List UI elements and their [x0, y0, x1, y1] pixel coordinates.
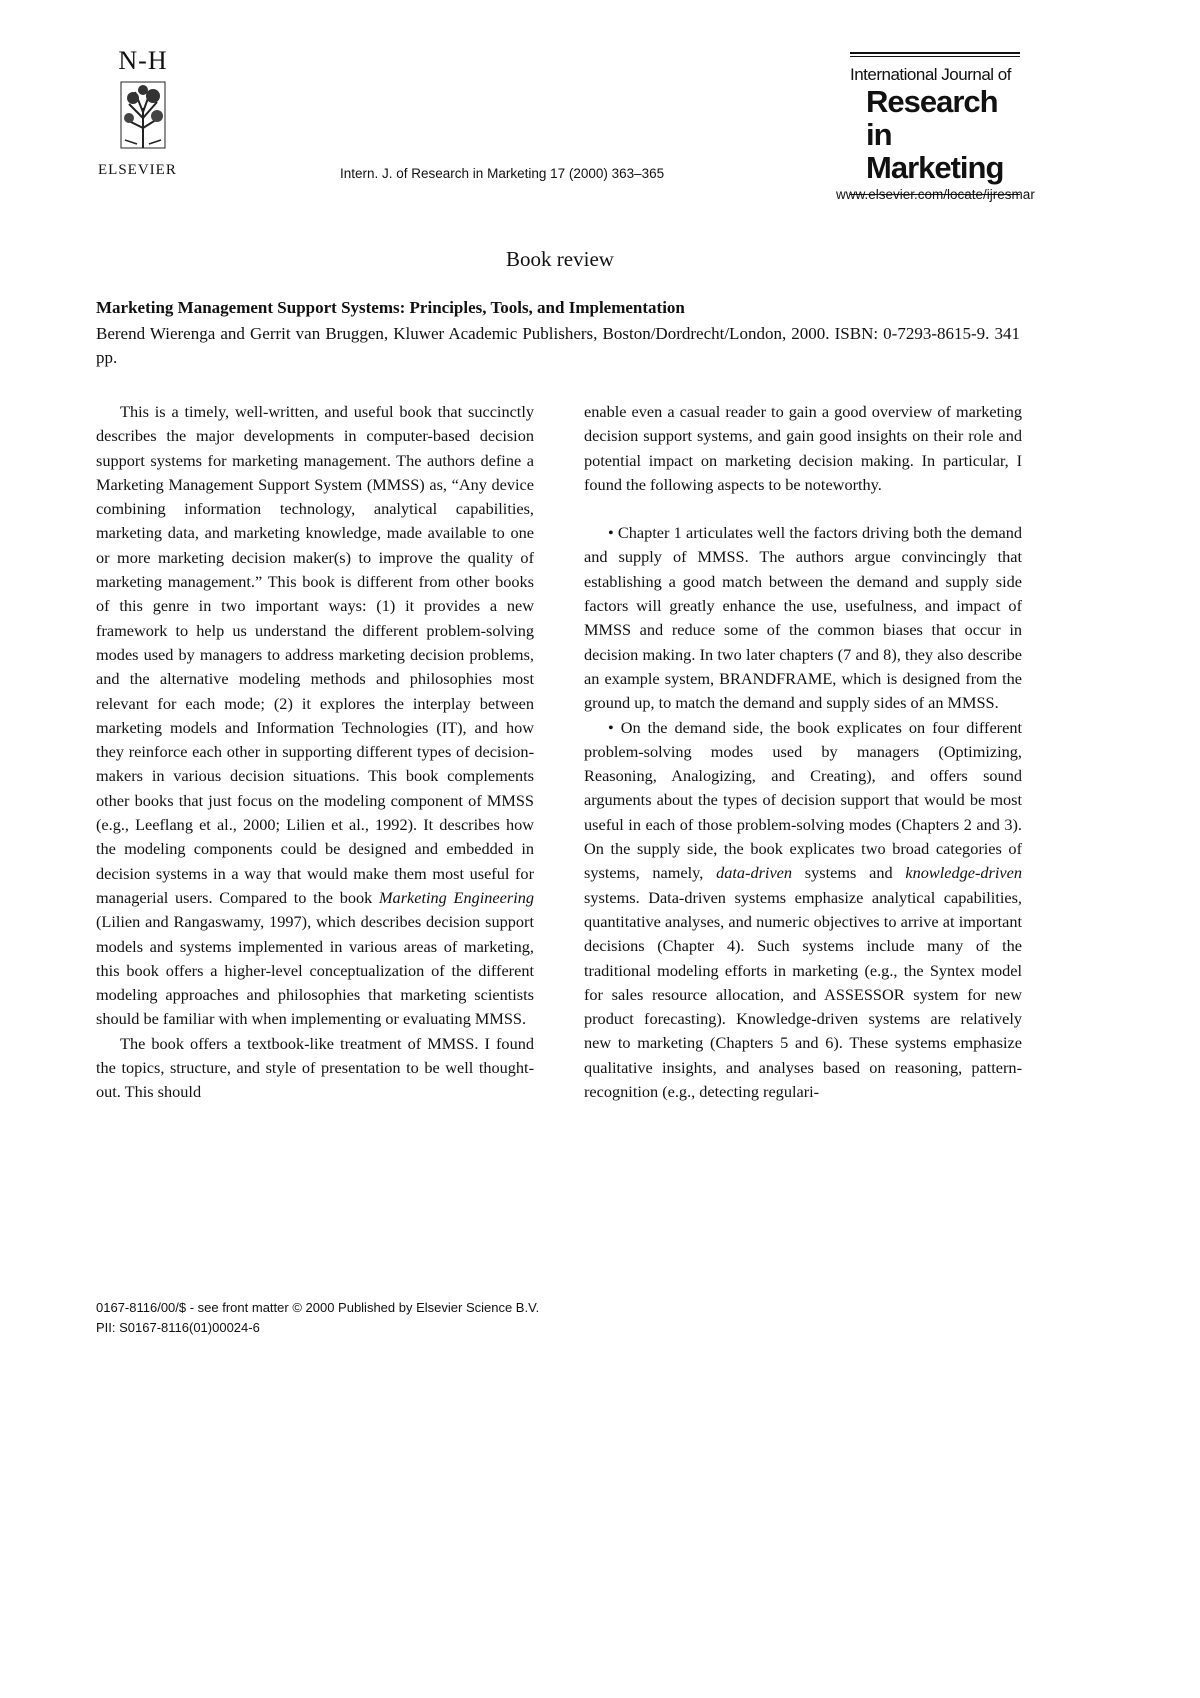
journal-masthead — [850, 52, 1020, 195]
page-footer — [96, 1298, 539, 1338]
bullet-paragraph: • On the demand side, the book explicates on four different problem-solving modes used by managers (Optimizing, Reasoning, Analogizing, and Creating), and offers sound arguments about the types of decision support that would be most useful in each of those problem-solving modes (Chapters 2 and 3). On the supply side, the book explicates two broad categories of systems, namely, data-driven systems and knowledge-driven systems. Data-driven systems emphasize analytical capabilities, quantitative analyses, and numeric objectives to arrive at important decisions (Chapter 4). Such systems include many of the traditional modeling efforts in marketing (e.g., the Syntex model for sales resource allocation, and ASSESSOR system for new product forecasting). Knowledge-driven systems are relatively new to marketing (Chapters 5 and 6). These systems emphasize qualitative insights, and analyses based on reasoning, pattern-recognition (e.g., detecting regulari- — [584, 717, 1023, 1102]
publisher-name: ELSEVIER — [98, 162, 177, 178]
masthead-rule-thin — [850, 56, 1020, 57]
right-column — [584, 400, 1022, 1104]
journal-name-line1: International Journal of — [850, 65, 1011, 84]
bullet-paragraph: • Chapter 1 articulates well the factors driving both the demand and supply of MMSS. The authors argue convincingly that establishing a good match between the demand and supply side factors will greatly enhance the use, usefulness, and impact of MMSS and reduce some of the common biases that occur in decision making. In two later chapters (7 and 8), they also describe an example system, BRANDFRAME, which is designed from the ground up, to match the demand and supply sides of an MMSS. — [584, 523, 1022, 713]
elsevier-tree-icon — [115, 78, 171, 158]
paragraph: enable even a casual reader to gain a good overview of marketing decision support systems, and gain good insights on their role and potential impact on marketing decision making. In particular, I found the following aspects to be noteworthy. — [584, 402, 1022, 494]
journal-url[interactable]: www.elsevier.com/locate/ijresmar — [836, 187, 1035, 202]
page-header — [0, 0, 1200, 215]
paragraph: The book offers a textbook-like treatment of MMSS. I found the topics, structure, and style of presentation to be well thought-out. This should — [96, 1033, 534, 1102]
left-column — [96, 400, 534, 1105]
book-reference-italic: Marketing Engineering — [379, 887, 535, 907]
book-title: Marketing Management Support Systems: Principles, Tools, and Implementation — [96, 298, 685, 317]
journal-name-line3: Marketing — [866, 150, 1004, 185]
journal-citation: Intern. J. of Research in Marketing 17 (2000) 363–365 — [340, 166, 665, 181]
journal-name-line2: Research in — [866, 84, 998, 152]
paragraph: This is a timely, well-written, and useful book that succinctly describes the major developments in computer-based decision support systems for marketing management. The authors define a Marketing Management Support System (MMSS) as, “Any device combining information technology, analytical capabilities, marketing data, and marketing knowledge, made available to one or more marketing decision maker(s) to improve the quality of marketing management.” This book is different from other books of this genre in two important ways: (1) it provides a new framework to help us understand the different problem-solving modes used by managers to address marketing decision problems, and the alternative modeling methods and philosophies most relevant for each mode; (2) it explores the interplay between marketing models and Information Technologies (IT), and how they reinforce each other in supporting different types of decision-makers in various decision situations. This book complements other books that just focus on the modeling component of MMSS (e.g., Leeflang et al., 2000; Lilien et al., 1992). It describes how the modeling components could be designed and embedded in decision systems in a way that would make them most useful for managerial users. Compared to the book Marketing Engineering (Lilien and Rangaswamy, 1997), which describes decision support models and systems implemented in various areas of marketing, this book offers a higher-level conceptualization of the different modeling approaches and philosophies that marketing scientists should be familiar with when implementing or evaluating MMSS. — [96, 402, 535, 1029]
copyright-line: 0167-8116/00/$ - see front matter © 2000 Published by Elsevier Science B.V. — [96, 1300, 540, 1315]
publisher-logo — [98, 48, 188, 179]
section-title: Book review — [506, 247, 614, 271]
masthead-rule — [850, 52, 1020, 54]
pii-line: PII: S0167-8116(01)00024-6 — [96, 1320, 260, 1335]
book-info: Berend Wierenga and Gerrit van Bruggen, Kluwer Academic Publishers, Boston/Dordrecht/London, 2000. ISBN: 0-7293-8615-9. 341 pp. — [96, 324, 1020, 367]
north-holland-mark: N-H — [118, 46, 168, 75]
